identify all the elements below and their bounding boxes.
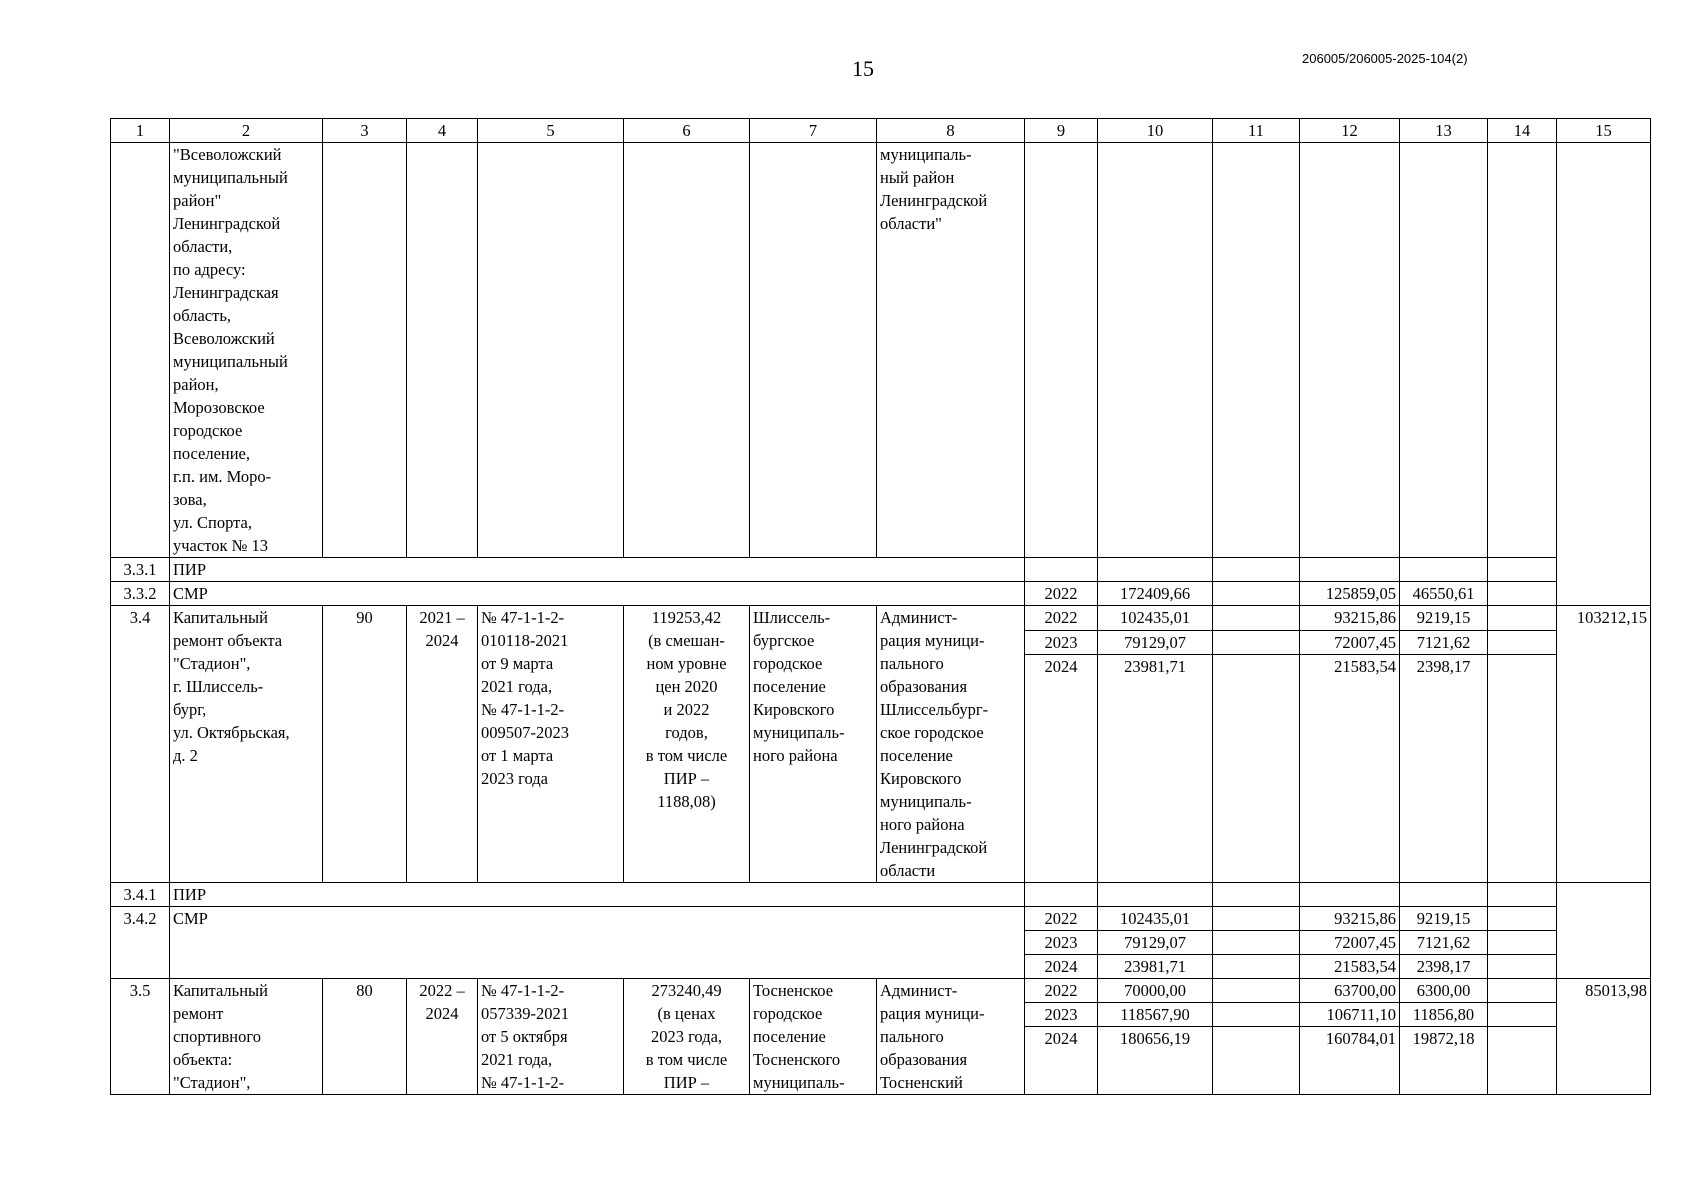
amount-cell: 79129,07 <box>1098 931 1213 955</box>
table-row <box>111 979 1651 1003</box>
table-row <box>111 143 1651 558</box>
amount-cell: 72007,45 <box>1300 630 1400 655</box>
row-label: СМР <box>170 582 1025 606</box>
customer-cell: Админист- рация муници- пального образования Тосненский <box>877 979 1025 1095</box>
header-cell: 14 <box>1488 119 1557 143</box>
table-cell <box>1488 143 1557 558</box>
table-cell <box>1557 143 1651 606</box>
table-cell <box>750 143 877 558</box>
amount-cell: 93215,86 <box>1300 907 1400 931</box>
table-cell <box>1213 1003 1300 1027</box>
amount-cell: 21583,54 <box>1300 655 1400 883</box>
year-cell: 2022 <box>1025 907 1098 931</box>
amount-cell: 2398,17 <box>1400 655 1488 883</box>
year-cell: 2022 <box>1025 979 1098 1003</box>
year-cell: 2022 <box>1025 582 1098 606</box>
header-cell: 6 <box>624 119 750 143</box>
amount-cell: 180656,19 <box>1098 1027 1213 1095</box>
capacity-cell: 90 <box>323 606 407 883</box>
amount-cell: 106711,10 <box>1300 1003 1400 1027</box>
municipality-cell: Тосненское городское поселение Тосненского муниципаль- <box>750 979 877 1095</box>
object-name-cell: "Всеволожский муниципальный район" Ленинградской области, по адресу: Ленинградская область, Всеволожский муниципальный район, Морозовское городское поселение, г.п. им. Моро- зова, ул. Спорта, участок № 13 <box>170 143 323 558</box>
table-cell <box>1488 979 1557 1003</box>
period-cell: 2022 – 2024 <box>407 979 478 1095</box>
object-name-cell: Капитальный ремонт объекта "Стадион", г. Шлиссель- бург, ул. Октябрьская, д. 2 <box>170 606 323 883</box>
table-cell <box>1098 883 1213 907</box>
amount-cell: 11856,80 <box>1400 1003 1488 1027</box>
amount-cell: 7121,62 <box>1400 630 1488 655</box>
header-cell: 8 <box>877 119 1025 143</box>
table-cell <box>1400 558 1488 582</box>
header-cell: 9 <box>1025 119 1098 143</box>
table-cell <box>1488 655 1557 883</box>
document-id: 206005/206005-2025-104(2) <box>1302 51 1468 66</box>
table-cell <box>1400 143 1488 558</box>
municipality-cell: Шлиссель- бургское городское поселение Кировского муниципаль- ного района <box>750 606 877 883</box>
table-cell <box>111 143 170 558</box>
amount-cell: 9219,15 <box>1400 907 1488 931</box>
table-cell <box>1300 143 1400 558</box>
amount-cell: 9219,15 <box>1400 606 1488 631</box>
amount-cell: 23981,71 <box>1098 955 1213 979</box>
amount-cell: 70000,00 <box>1098 979 1213 1003</box>
table-cell <box>1488 955 1557 979</box>
table-cell <box>1025 558 1098 582</box>
table-cell <box>1025 883 1098 907</box>
table-row <box>111 558 1651 582</box>
table-cell <box>1098 558 1213 582</box>
total-cell: 103212,15 <box>1557 606 1651 883</box>
table-cell <box>1488 606 1557 631</box>
amount-cell: 23981,71 <box>1098 655 1213 883</box>
table-cell <box>323 143 407 558</box>
total-cell: 85013,98 <box>1557 979 1651 1095</box>
table-cell <box>1213 883 1300 907</box>
table-cell <box>1098 143 1213 558</box>
period-cell: 2021 – 2024 <box>407 606 478 883</box>
row-number: 3.3.1 <box>111 558 170 582</box>
table-cell <box>1488 931 1557 955</box>
table-cell <box>1400 883 1488 907</box>
table-cell <box>1213 655 1300 883</box>
row-label: ПИР <box>170 558 1025 582</box>
row-number: 3.4.2 <box>111 907 170 979</box>
amount-cell: 102435,01 <box>1098 606 1213 631</box>
header-cell: 12 <box>1300 119 1400 143</box>
table-cell <box>1488 582 1557 606</box>
amount-cell: 7121,62 <box>1400 931 1488 955</box>
amount-cell: 79129,07 <box>1098 630 1213 655</box>
object-name-cell: Капитальный ремонт спортивного объекта: "Стадион", <box>170 979 323 1095</box>
row-number: 3.4.1 <box>111 883 170 907</box>
amount-cell: 63700,00 <box>1300 979 1400 1003</box>
year-cell: 2023 <box>1025 630 1098 655</box>
table-cell <box>1488 630 1557 655</box>
program-table <box>110 118 1651 1095</box>
amount-cell: 102435,01 <box>1098 907 1213 931</box>
amount-cell: 160784,01 <box>1300 1027 1400 1095</box>
year-cell: 2024 <box>1025 955 1098 979</box>
table-cell <box>1213 606 1300 631</box>
table-cell <box>1488 1027 1557 1095</box>
customer-cell: Админист- рация муници- пального образования Шлиссельбург- ское городское поселение Кировского муниципаль- ного района Ленинградской области <box>877 606 1025 883</box>
table-cell <box>1488 558 1557 582</box>
amount-cell: 2398,17 <box>1400 955 1488 979</box>
table-cell <box>1213 630 1300 655</box>
table-cell <box>1213 582 1300 606</box>
header-cell: 11 <box>1213 119 1300 143</box>
page-number: 15 <box>852 56 874 81</box>
row-label: ПИР <box>170 883 1025 907</box>
table-cell <box>624 143 750 558</box>
row-number: 3.3.2 <box>111 582 170 606</box>
amount-cell: 72007,45 <box>1300 931 1400 955</box>
row-label: СМР <box>170 907 1025 979</box>
cost-cell: 119253,42 (в смешан- ном уровне цен 2020 и 2022 годов, в том числе ПИР – 1188,08) <box>624 606 750 883</box>
table-cell <box>1213 907 1300 931</box>
header-cell: 5 <box>478 119 624 143</box>
header-row <box>111 119 1651 143</box>
table-cell <box>1213 931 1300 955</box>
table-cell <box>1213 1027 1300 1095</box>
table-cell <box>1213 979 1300 1003</box>
table-row <box>111 883 1651 907</box>
header-cell: 4 <box>407 119 478 143</box>
amount-cell: 19872,18 <box>1400 1027 1488 1095</box>
year-cell: 2024 <box>1025 1027 1098 1095</box>
amount-cell: 118567,90 <box>1098 1003 1213 1027</box>
table-cell <box>1488 883 1557 907</box>
table-cell <box>478 143 624 558</box>
header-cell: 7 <box>750 119 877 143</box>
table-cell <box>1557 883 1651 979</box>
amount-cell: 21583,54 <box>1300 955 1400 979</box>
header-cell: 15 <box>1557 119 1651 143</box>
amount-cell: 172409,66 <box>1098 582 1213 606</box>
header-cell: 2 <box>170 119 323 143</box>
table-cell <box>1025 143 1098 558</box>
capacity-cell: 80 <box>323 979 407 1095</box>
table-cell <box>1300 883 1400 907</box>
header-cell: 3 <box>323 119 407 143</box>
expertise-cell: № 47-1-1-2- 057339-2021 от 5 октября 2021 года, № 47-1-1-2- <box>478 979 624 1095</box>
table-row <box>111 606 1651 631</box>
table-cell <box>407 143 478 558</box>
amount-cell: 46550,61 <box>1400 582 1488 606</box>
table-cell <box>1213 143 1300 558</box>
header-cell: 13 <box>1400 119 1488 143</box>
amount-cell: 125859,05 <box>1300 582 1400 606</box>
row-number: 3.4 <box>111 606 170 883</box>
header-cell: 1 <box>111 119 170 143</box>
table-cell <box>1213 955 1300 979</box>
expertise-cell: № 47-1-1-2- 010118-2021 от 9 марта 2021 года, № 47-1-1-2- 009507-2023 от 1 марта 2023 года <box>478 606 624 883</box>
table-cell <box>1488 907 1557 931</box>
header-cell: 10 <box>1098 119 1213 143</box>
table-cell <box>1488 1003 1557 1027</box>
table-cell <box>1213 558 1300 582</box>
amount-cell: 93215,86 <box>1300 606 1400 631</box>
table-row <box>111 907 1651 931</box>
table-row <box>111 582 1651 606</box>
amount-cell: 6300,00 <box>1400 979 1488 1003</box>
cost-cell: 273240,49 (в ценах 2023 года, в том числе ПИР – <box>624 979 750 1095</box>
year-cell: 2024 <box>1025 655 1098 883</box>
table-cell <box>1300 558 1400 582</box>
year-cell: 2023 <box>1025 931 1098 955</box>
customer-cell: муниципаль- ный район Ленинградской области" <box>877 143 1025 558</box>
row-number: 3.5 <box>111 979 170 1095</box>
year-cell: 2022 <box>1025 606 1098 631</box>
year-cell: 2023 <box>1025 1003 1098 1027</box>
